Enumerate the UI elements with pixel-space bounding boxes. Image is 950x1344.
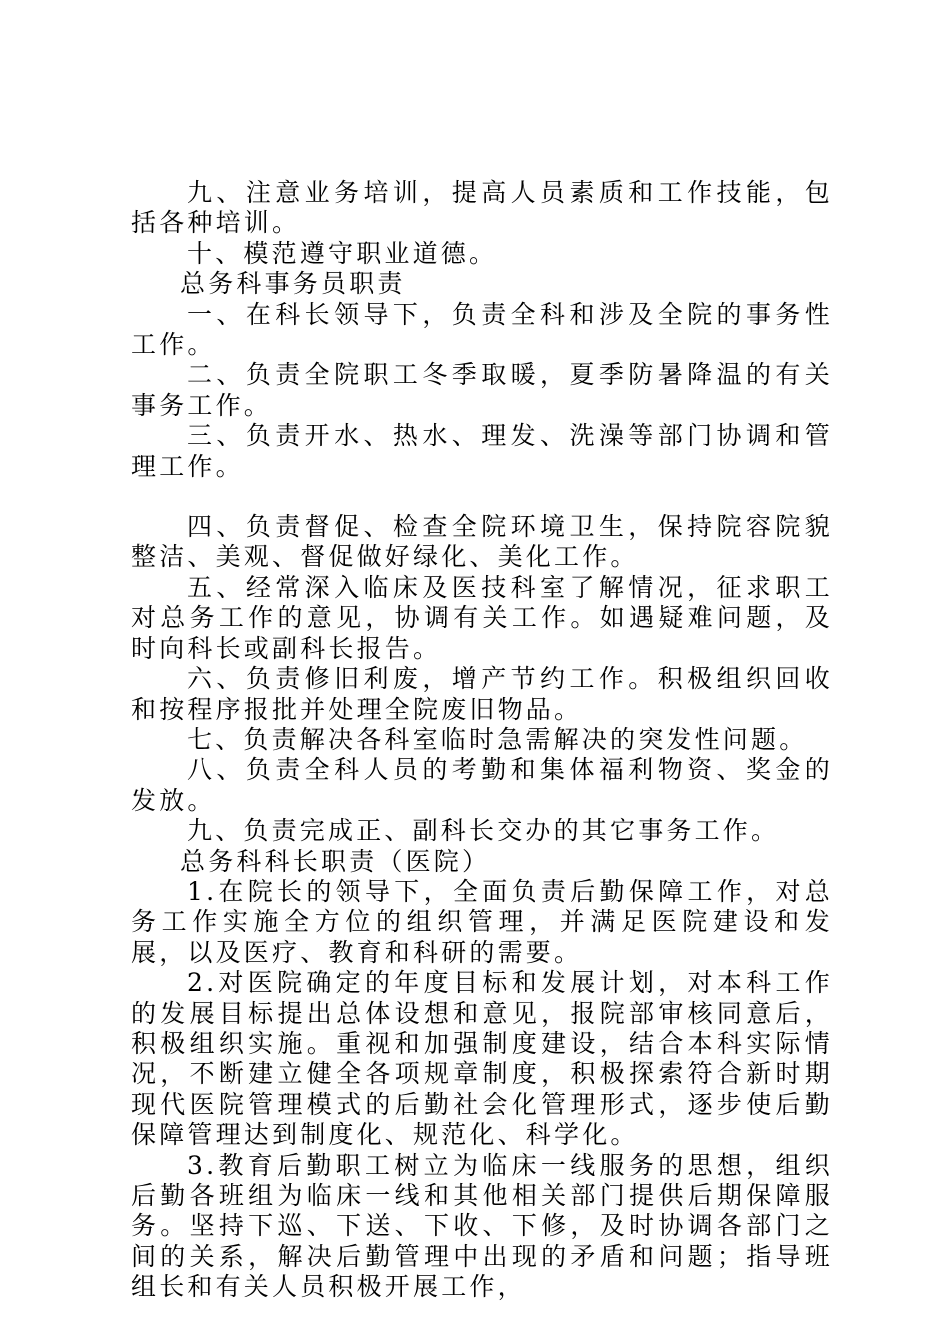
document-body <box>131 178 833 1303</box>
section-heading-chief-duties: 总务科科长职责（医院） <box>180 846 491 876</box>
paragraph-ethics: 十、模范遵守职业道德。 <box>187 238 498 268</box>
paragraph-clerk-3: 三、负责开水、热水、理发、洗澡等部门协调和管理工作。 <box>131 421 833 481</box>
paragraph-training: 九、注意业务培训，提高人员素质和工作技能，包括各种培训。 <box>131 178 833 238</box>
paragraph-chief-2: 2.对医院确定的年度目标和发展计划，对本科工作的发展目标提出总体设想和意见，报院部审核同意后，积极组织实施。重视和加强制度建设，结合本科实际情况，不断建立健全各项规章制度，积极探索符合新时期现代医院管理模式的后勤社会化管理形式，逐步使后勤保障管理达到制度化、规范化、科学化。 <box>131 968 833 1150</box>
paragraph-chief-1: 1.在院长的领导下，全面负责后勤保障工作，对总务工作实施全方位的组织管理，并满足医院建设和发展，以及医疗、教育和科研的需要。 <box>131 876 833 967</box>
paragraph-clerk-7: 七、负责解决各科室临时急需解决的突发性问题。 <box>187 724 808 754</box>
paragraph-clerk-5: 五、经常深入临床及医技科室了解情况，征求职工对总务工作的意见，协调有关工作。如遇疑难问题，及时向科长或副科长报告。 <box>131 572 833 663</box>
paragraph-clerk-6: 六、负责修旧利废，增产节约工作。积极组织回收和按程序报批并处理全院废旧物品。 <box>131 664 833 724</box>
paragraph-clerk-9: 九、负责完成正、副科长交办的其它事务工作。 <box>187 816 780 846</box>
paragraph-clerk-1: 一、在科长领导下，负责全科和涉及全院的事务性工作。 <box>131 299 833 360</box>
paragraph-clerk-4: 四、负责督促、检查全院环境卫生，保持院容院貌整洁、美观、督促做好绿化、美化工作。 <box>131 512 833 572</box>
paragraph-clerk-2: 二、负责全院职工冬季取暖，夏季防暑降温的有关事务工作。 <box>131 360 833 420</box>
paragraph-chief-3: 3.教育后勤职工树立为临床一线服务的思想，组织后勤各班组为临床一线和其他相关部门提供后期保障服务。坚持下巡、下送、下收、下修，及时协调各部门之间的关系，解决后勤管理中出现的矛盾和问题；指导班组长和有关人员积极开展工作， <box>131 1150 833 1302</box>
paragraph-clerk-8: 八、负责全科人员的考勤和集体福利物资、奖金的发放。 <box>131 755 833 815</box>
section-heading-clerk-duties: 总务科事务员职责 <box>180 269 406 299</box>
